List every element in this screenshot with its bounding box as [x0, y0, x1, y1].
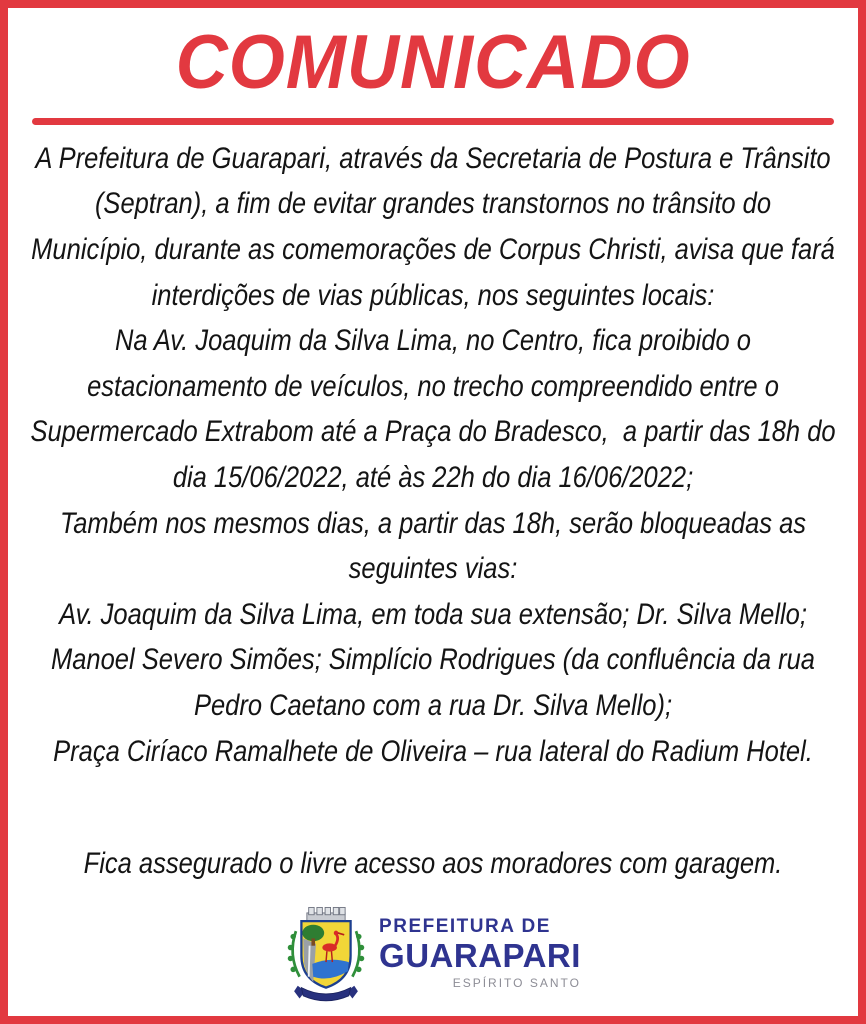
notice-line: dia 15/06/2022, até às 22h do dia 16/06/2022; — [172, 460, 694, 494]
notice-line: Também nos mesmos dias, a partir das 18h, serão bloqueadas as — [59, 506, 807, 540]
footer — [8, 904, 858, 1002]
notice-line: A Prefeitura de Guarapari, através da Secretaria de Postura e Trânsito — [35, 141, 831, 175]
title-divider — [32, 118, 834, 125]
notice-line: (Septran), a fim de evitar grandes transtornos no trânsito do — [94, 187, 772, 221]
notice-closing-line: Fica assegurado o livre acesso aos moradores com garagem. — [83, 847, 783, 881]
notice-body — [8, 136, 858, 774]
notice-title: COMUNICADO — [175, 19, 691, 105]
notice-line: Na Av. Joaquim da Silva Lima, no Centro, fica proibido o — [115, 324, 751, 358]
notice-line: Praça Ciríaco Ramalhete de Oliveira – rua lateral do Radium Hotel. — [53, 734, 813, 768]
notice-line: Pedro Caetano com a rua Dr. Silva Mello); — [193, 688, 673, 722]
org-name-main: GUARAPARI — [379, 937, 581, 974]
notice-line: interdições de vias públicas, nos seguintes locais: — [151, 278, 715, 312]
notice-line: Município, durante as comemorações de Corpus Christi, avisa que fará — [31, 232, 835, 266]
notice-line: seguintes vias: — [348, 552, 518, 586]
org-name-block — [379, 917, 581, 989]
org-name-top: PREFEITURA DE — [379, 916, 551, 937]
notice-line: Supermercado Extrabom até a Praça do Bradesco, a partir das 18h do — [30, 415, 836, 449]
notice-line: Av. Joaquim da Silva Lima, em toda sua extensão; Dr. Silva Mello; — [59, 597, 807, 631]
crown-icon — [307, 907, 345, 921]
notice-line: Manoel Severo Simões; Simplício Rodrigues (da confluência da rua — [51, 643, 815, 677]
notice-line: estacionamento de veículos, no trecho compreendido entre o — [87, 369, 779, 403]
org-state: ESPÍRITO SANTO — [452, 976, 581, 990]
guarapari-coat-of-arms-icon — [285, 904, 367, 1002]
